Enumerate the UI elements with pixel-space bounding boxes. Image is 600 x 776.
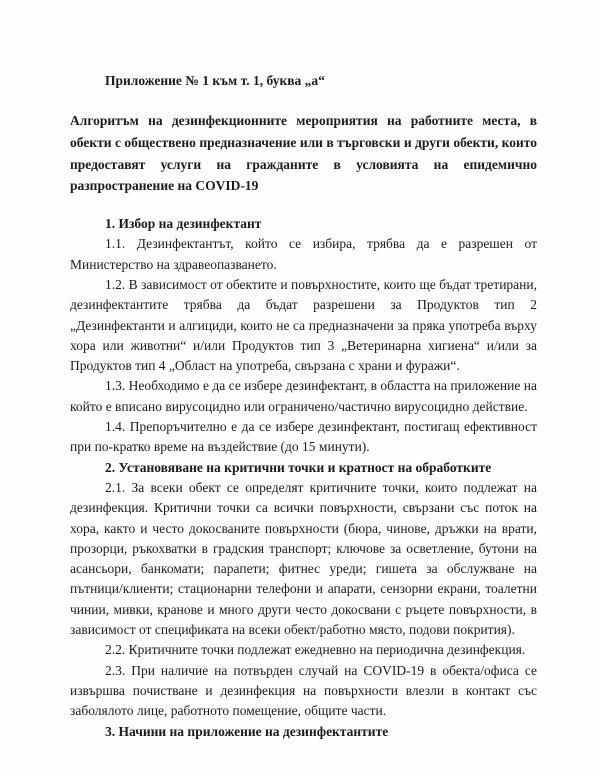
section-paragraph: 2.2. Критичните точки подлежат ежедневно на периодична дезинфекция. [105,642,526,658]
main-heading: Алгоритъм на дезинфекционните мероприятия на работните места, в обекти с обществено предназначение или в търговски и други обекти, които предоставят услуги на гражданите в условията на епидемично разпространение на COVID-19 [70,113,537,194]
section-paragraph: 2.3. При наличие на потвърден случай на COVID-19 в обекта/офиса се извършва почистване и дезинфекция на повърхности влезли в контакт със заболялото лице, работното помещение, общите части. [70,662,537,719]
section-paragraph: 1.1. Дезинфектантът, който се избира, трябва да е разрешен от Министерство на здравеопазването. [70,236,537,272]
section-heading: 2. Установяване на критични точки и кратност на обработките [105,459,492,475]
section-paragraph: 1.3. Необходимо е да се избере дезинфектант, в областта на приложение на който е вписано вирусоцидно или ограничено/частично вирусоцидно действие. [70,378,537,414]
section-heading: 3. Начини на приложение на дезинфектантите [105,723,389,739]
section-paragraph: 1.2. В зависимост от обектите и повърхностите, които ще бъдат третирани, дезинфектантите трябва да бъдат разрешени за Продуктов тип 2 „Дезинфектанти и алгициди, които не са предназначени за пряка употреба върху хора или животни“ и/или Продуктов тип 3 „Ветеринарна хигиена“ и/или за Продуктов тип 4 „Област на употреба, свързана с храни и фуражи“. [70,277,537,374]
section-paragraph: 2.1. За всеки обект се определят критичните точки, които подлежат на дезинфекция. Критични точки са всички повърхности, свързани със поток на хора, както и често докосваните повърхности (бюра, чинове, дръжки на врати, прозорци, ръкохватки в градския транспорт; ключове за осветление, бутони на асансьори, банкомати; парапети; фитнес уреди; гишета за обслужване на пътници/клиенти; стационарни телефони и апарати, сензорни екрани, тоалетни чинии, мивки, кранове и много други често докосвани с ръцете повърхности, в зависимост от спецификата на всеки обект/работно място, подови покрития). [70,479,537,638]
sections-container [70,214,537,742]
section-paragraph: 1.4. Препоръчително е да се избере дезинфектант, постигащ ефективност при по-кратко време на въздействие (до 15 минути). [70,419,537,455]
section-heading: 1. Избор на дезинфектант [105,216,262,232]
annex-title: Приложение № 1 към т. 1, буква „а“ [105,73,325,88]
